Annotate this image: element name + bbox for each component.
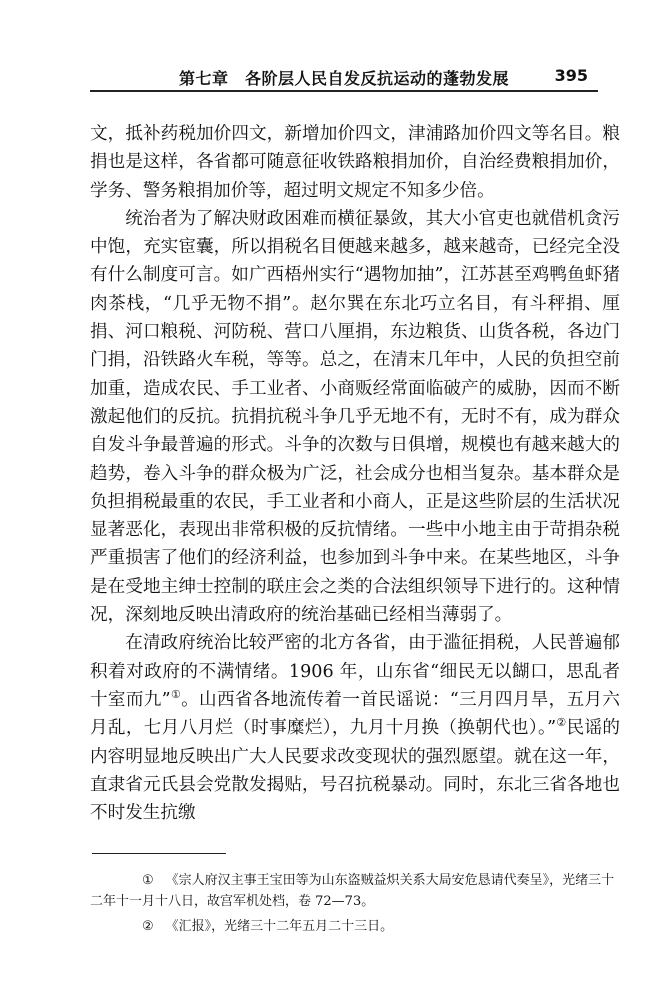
footnotes [90, 870, 620, 941]
paragraph-3-part-c: 民谣的内容明显地反映出广大人民要求改变现状的强烈愿望。就在这一年，直隶省元氏县会党散发揭贴，号召抗税暴动。同时，东北三省各地也不时发生抗缴 [90, 718, 620, 824]
paragraph-3 [90, 629, 620, 827]
page-number: 395 [554, 66, 588, 85]
paragraph-3-part-a: 在清政府统治比较严密的北方各省，由于滥征捐税，人民普遍郁积着对政府的不满情绪。1906 年，山东省“细民无以餬口，思乱者十室而九” [90, 633, 620, 710]
page-header [90, 62, 598, 92]
footnote-2 [90, 916, 620, 937]
paragraph-2: 统治者为了解决财政困难而横征暴敛，其大小官吏也就借机贪污中饱，充实宦囊，所以捐税名目便越来越多，越来越奇，已经完全没有什么制度可言。如广西梧州实行“遇物加抽”，江苏甚至鸡鸭鱼虾猪肉茶栈，“几乎无物不捐”。赵尔巽在东北巧立名目，有斗秤捐、厘捐、河口粮税、河防税、营口八厘捐，东边粮货、山货各税，各边门门捐，沿铁路火车税，等等。总之，在清末几年中，人民的负担空前加重，造成农民、手工业者、小商贩经常面临破产的威胁，因而不断激起他们的反抗。抗捐抗税斗争几乎无地不有，无时不有，成为群众自发斗争最普遍的形式。斗争的次数与日俱增，规模也有越来越大的趋势，卷入斗争的群众极为广泛，社会成分也相当复杂。基本群众是负担捐税最重的农民，手工业者和小商人，正是这些阶层的生活状况显著恶化，表现出非常积极的反抗情绪。一些中小地主由于苛捐杂税严重损害了他们的经济利益，也参加到斗争中来。在某些地区，斗争是在受地主绅士控制的联庄会之类的合法组织领导下进行的。这种情况，深刻地反映出清政府的统治基础已经相当薄弱了。 [90, 208, 620, 626]
paragraph-3-part-b: 。山西省各地流传着一首民谣说：“三月四月旱，五月六月乱，七月八月烂（时事糜烂），九月十月换（换朝代也）。” [90, 689, 620, 739]
footnote-1-text: 《宗人府汉主事王宝田等为山东盗贼益炽关系大局安危恳请代奏呈》，光绪三十二年十一月十八日，故宫军机处档，卷 72—73。 [90, 873, 615, 909]
footnote-2-text: 《汇报》，光绪三十二年五月二十三日。 [165, 919, 394, 934]
footnote-1 [90, 870, 620, 912]
footnote-ref-1: ① [170, 687, 182, 701]
body-text [90, 120, 620, 827]
footnote-ref-2: ② [556, 716, 567, 730]
footnote-divider [92, 853, 226, 854]
running-title: 第七章 各阶层人民自发反抗运动的蓬勃发展 [178, 69, 509, 88]
paragraph-1: 文，抵补药税加价四文，新增加价四文，津浦路加价四文等名目。粮捐也是这样，各省都可随意征收铁路粮捐加价，自治经费粮捐加价，学务、警务粮捐加价等，超过明文规定不知多少倍。 [90, 124, 620, 201]
footnote-2-marker: ② [142, 919, 154, 934]
footnote-1-marker: ① [142, 873, 154, 888]
